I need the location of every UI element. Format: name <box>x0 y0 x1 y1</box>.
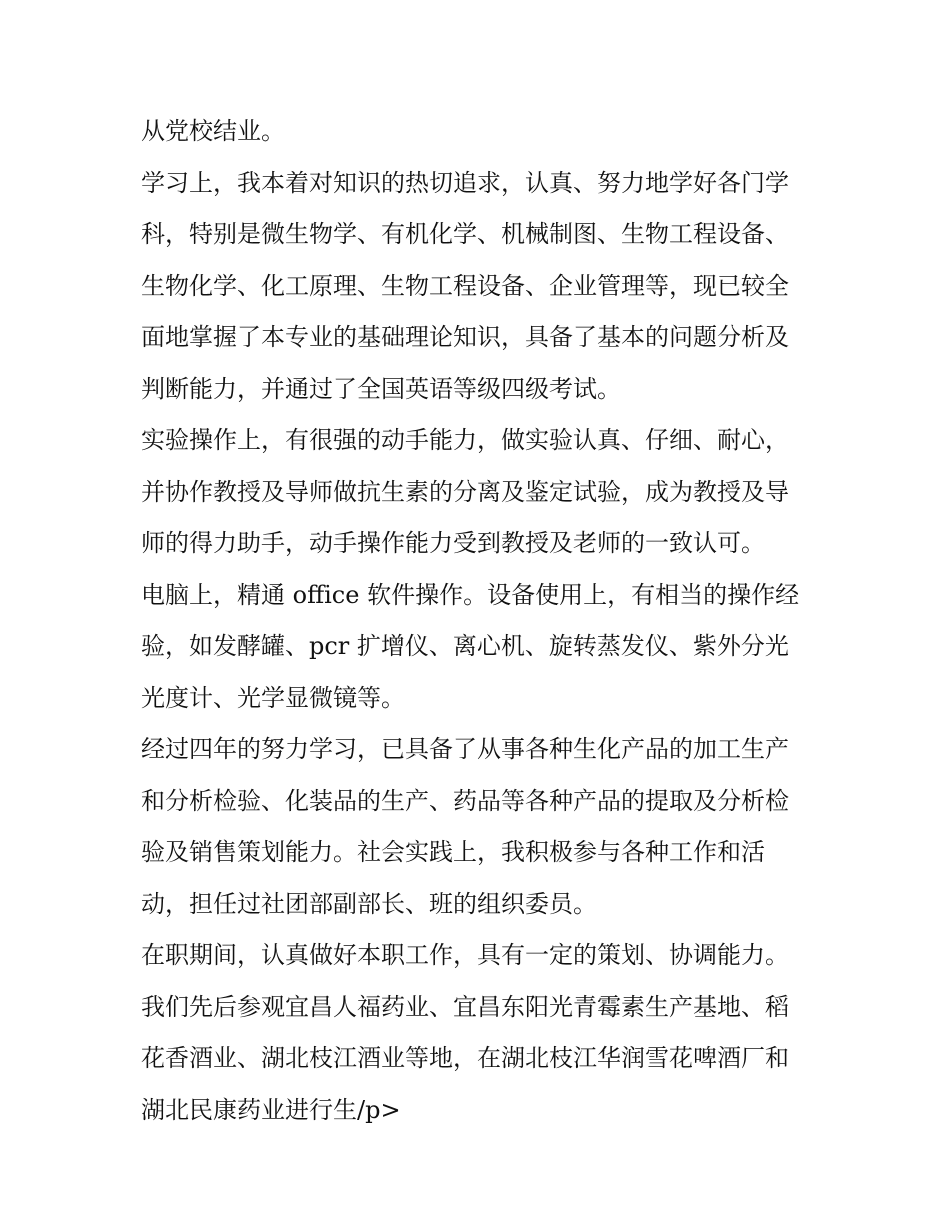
text-line: 判断能力，并通过了全国英语等级四级考试。 <box>141 374 621 403</box>
paragraph-computer-skills <box>141 570 821 725</box>
paragraph-employment <box>141 930 821 1136</box>
text-line: 动，担任过社团部副部长、班的组织委员。 <box>141 889 597 918</box>
text-line: 验及销售策划能力。社会实践上，我积极参与各种工作和活 <box>141 838 765 866</box>
paragraph-party-school <box>141 106 821 158</box>
paragraph-study <box>141 158 821 416</box>
text-line: 和分析检验、化装品的生产、药品等各种产品的提取及分析检 <box>141 786 789 815</box>
text-line: 实验操作上，有很强的动手能力，做实验认真、仔细、耐心， <box>141 426 789 454</box>
text-line: 面地掌握了本专业的基础理论知识，具备了基本的问题分析及 <box>141 323 789 351</box>
text-line: 验，如发酵罐、pcr 扩增仪、离心机、旋转蒸发仪、紫外分光 <box>141 632 789 660</box>
text-line: 在职期间，认真做好本职工作，具有一定的策划、协调能力。 <box>141 941 789 969</box>
text-line: 花香酒业、湖北枝江酒业等地，在湖北枝江华润雪花啤酒厂和 <box>141 1044 789 1072</box>
text-line: 并协作教授及导师做抗生素的分离及鉴定试验，成为教授及导 <box>141 477 789 506</box>
text-line: 学习上，我本着对知识的热切追求，认真、努力地学好各门学 <box>141 168 789 197</box>
document-body <box>141 106 821 1136</box>
text-line: 科，特别是微生物学、有机化学、机械制图、生物工程设备、 <box>141 220 789 248</box>
paragraph-lab-work <box>141 415 821 570</box>
text-line: 我们先后参观宜昌人福药业、宜昌东阳光青霉素生产基地、稻 <box>141 992 789 1021</box>
text-line: 湖北民康药业进行生/p> <box>141 1095 401 1124</box>
text-line: 光度计、光学显微镜等。 <box>141 683 405 712</box>
text-line: 生物化学、化工原理、生物工程设备、企业管理等，现已较全 <box>141 271 789 300</box>
text-line: 师的得力助手，动手操作能力受到教授及老师的一致认可。 <box>141 529 765 557</box>
text-line: 从党校结业。 <box>141 117 285 145</box>
text-line: 经过四年的努力学习，已具备了从事各种生化产品的加工生产 <box>141 735 789 763</box>
paragraph-four-years <box>141 724 821 930</box>
text-line: 电脑上，精通 office 软件操作。设备使用上，有相当的操作经 <box>141 580 800 609</box>
